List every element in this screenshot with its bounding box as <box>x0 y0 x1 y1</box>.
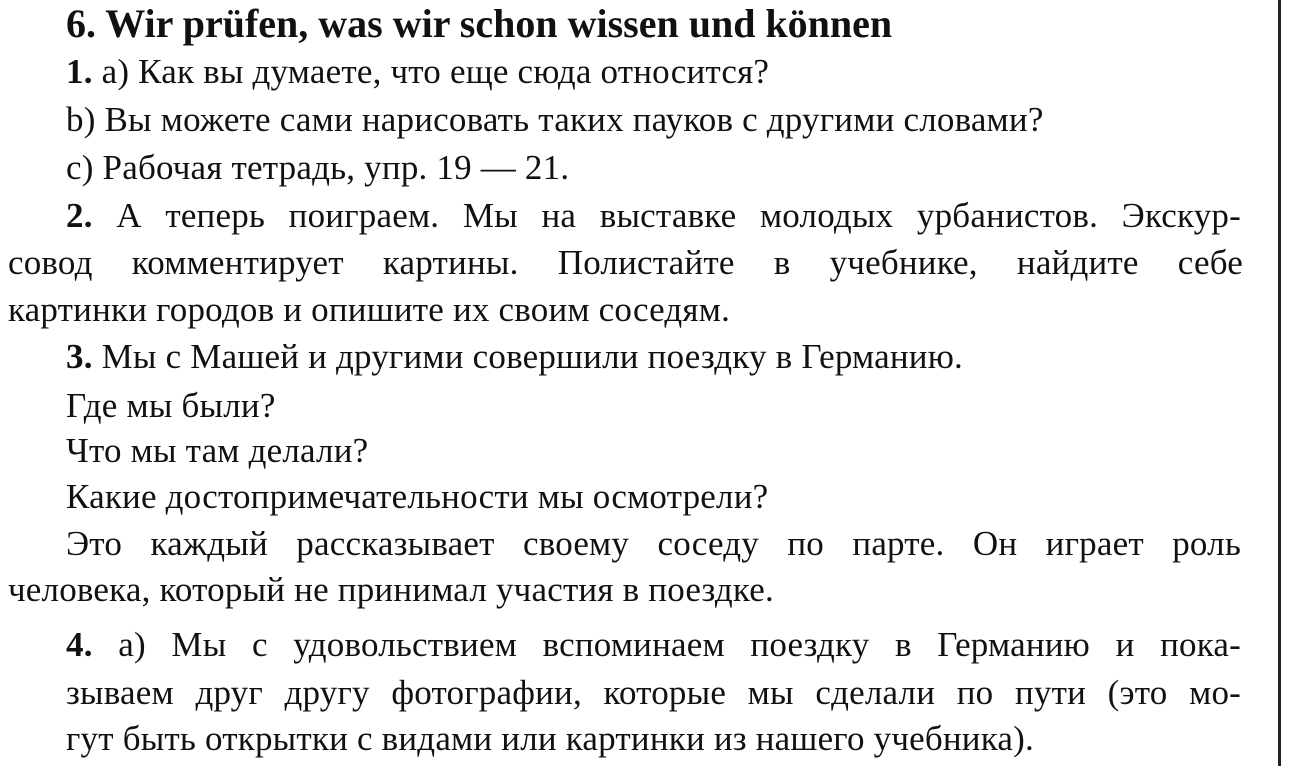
exercise-1-b: b) Вы можете сами нарисовать таких пауков с другими словами? <box>66 100 1044 139</box>
exercise-3-question-1: Где мы были? <box>66 386 276 425</box>
section-title: 6. Wir prüfen, was wir schon wissen und können <box>66 1 893 46</box>
exercise-3-line-6: человека, который не принимал участия в поездке. <box>8 570 774 609</box>
exercise-2-line-1-text: А теперь поиграем. Мы на выставке молодых урбанистов. Экскур- <box>116 196 1241 235</box>
exercise-3-line-1-text: Мы с Машей и другими совершили поездку в Германию. <box>101 337 963 376</box>
exercise-4-line-3: гут быть открытки с видами или картинки из нашего учебника). <box>66 719 1034 758</box>
exercise-1-a-text: а) Как вы думаете, что еще сюда относится? <box>101 52 770 91</box>
exercise-3-line-1 <box>66 334 963 380</box>
exercise-2-line-2: совод комментирует картины. Полистайте в учебнике, найдите себе <box>8 243 1243 282</box>
exercise-3-question-2: Что мы там делали? <box>66 431 369 470</box>
exercise-3-line-5: Это каждый рассказывает своему соседу по парте. Он играет роль <box>66 524 1241 563</box>
exercise-1-c: с) Рабочая тетрадь, упр. 19 — 21. <box>66 148 570 187</box>
exercise-1-number: 1. <box>66 52 93 91</box>
exercise-2-number: 2. <box>66 196 93 235</box>
exercise-2-line-3: картинки городов и опишите их своим соседям. <box>8 290 731 329</box>
exercise-4-line-1 <box>66 622 1241 668</box>
exercise-2-line-1 <box>66 193 1241 239</box>
exercise-1-a <box>66 49 769 95</box>
exercise-4-number: 4. <box>66 625 93 664</box>
exercise-3-number: 3. <box>66 337 93 376</box>
exercise-4-line-1-text: а) Мы с удовольствием вспоминаем поездку в Германию и пока- <box>118 625 1241 664</box>
exercise-3-question-3: Какие достопримечательности мы осмотрели? <box>66 477 769 516</box>
page-edge-rule <box>1278 0 1281 766</box>
exercise-4-line-2: зываем друг другу фотографии, которые мы сделали по пути (это мо- <box>66 673 1241 712</box>
